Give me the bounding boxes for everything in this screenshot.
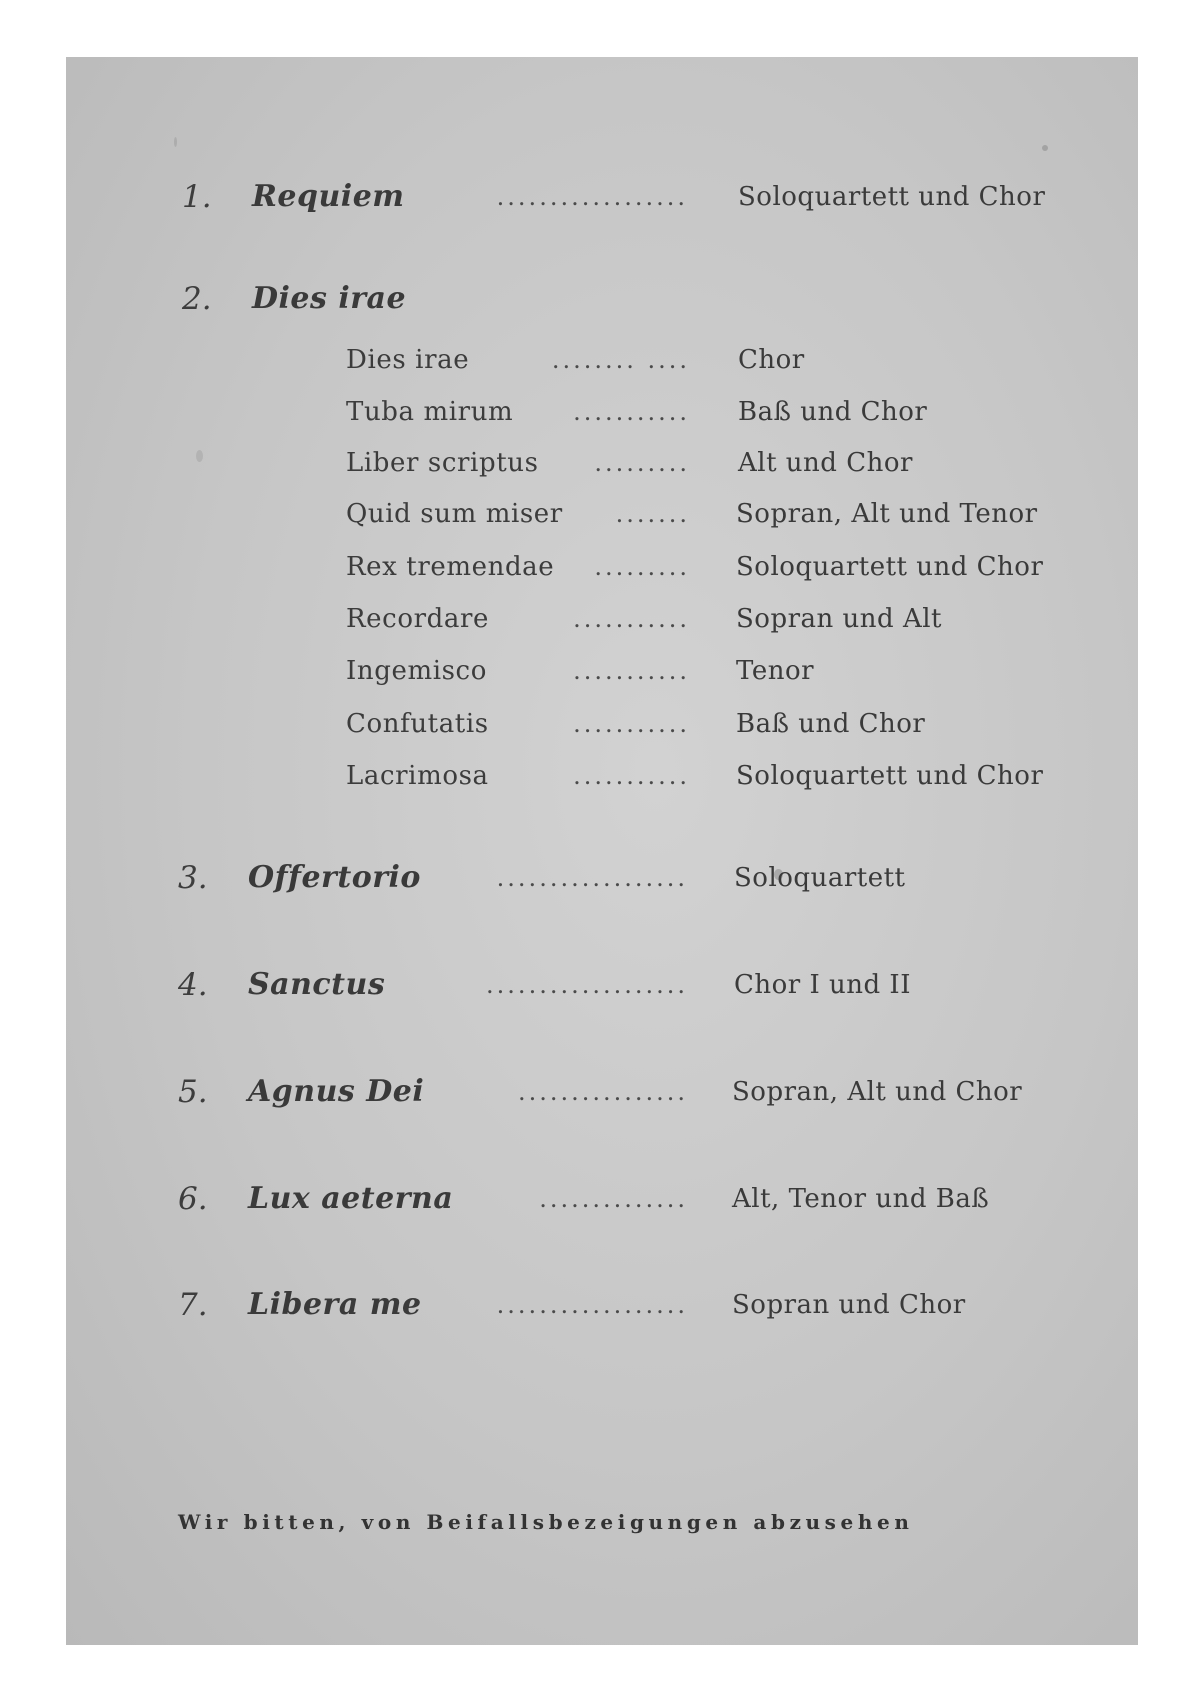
item-performers: Sopran und Chor — [732, 1290, 966, 1320]
item-title: Dies irae — [252, 281, 407, 316]
sub-item-quid-sum-miser — [66, 490, 1138, 538]
sub-item-title: Tuba mirum — [346, 397, 514, 427]
sub-item-performers: Chor — [738, 345, 805, 375]
item-title: Libera me — [248, 1287, 422, 1322]
sub-item-title: Liber scriptus — [346, 448, 539, 478]
leader-dots: ......... — [594, 553, 690, 581]
item-title: Sanctus — [248, 967, 386, 1002]
sub-item-recordare — [66, 595, 1138, 643]
item-number: 1. — [182, 179, 212, 215]
sub-item-performers: Soloquartett und Chor — [736, 761, 1044, 791]
sub-item-liber-scriptus — [66, 439, 1138, 487]
item-number: 4. — [178, 967, 208, 1003]
sub-item-title: Quid sum miser — [346, 499, 563, 529]
item-title: Agnus Dei — [248, 1074, 425, 1109]
sub-item-performers: Sopran, Alt und Tenor — [736, 499, 1038, 529]
item-number: 2. — [182, 281, 212, 317]
item-performers: Soloquartett und Chor — [738, 182, 1046, 212]
program-item-requiem — [66, 173, 1138, 221]
item-performers: Alt, Tenor und Baß — [732, 1184, 990, 1214]
program-item-agnus-dei — [66, 1068, 1138, 1116]
sub-item-performers: Soloquartett und Chor — [736, 552, 1044, 582]
leader-dots: ................... — [486, 971, 688, 999]
leader-dots: ........... — [573, 605, 690, 633]
sub-item-performers: Alt und Chor — [738, 448, 913, 478]
leader-dots: ........... — [573, 710, 690, 738]
item-title: Requiem — [252, 179, 405, 214]
item-performers: Soloquartett — [734, 863, 906, 893]
item-title: Offertorio — [248, 860, 421, 895]
sub-item-title: Confutatis — [346, 709, 489, 739]
paper-speck — [1042, 145, 1048, 151]
program-item-dies-irae — [66, 275, 1138, 323]
sub-item-tuba-mirum — [66, 388, 1138, 436]
paper-speck — [174, 137, 177, 147]
program-item-lux-aeterna — [66, 1175, 1138, 1223]
item-number: 5. — [178, 1074, 208, 1110]
sub-item-title: Lacrimosa — [346, 761, 489, 791]
program-item-sanctus — [66, 961, 1138, 1009]
leader-dots: .................. — [496, 183, 688, 211]
item-number: 3. — [178, 860, 208, 896]
leader-dots: ........ .... — [551, 346, 690, 374]
sub-item-dies-irae — [66, 336, 1138, 384]
sub-item-title: Rex tremendae — [346, 552, 555, 582]
sub-item-confutatis — [66, 700, 1138, 748]
item-title: Lux aeterna — [248, 1181, 454, 1216]
leader-dots: ....... — [615, 500, 690, 528]
leader-dots: ........... — [573, 398, 690, 426]
sub-item-title: Dies irae — [346, 345, 470, 375]
sub-item-title: Recordare — [346, 604, 489, 634]
leader-dots: ......... — [594, 449, 690, 477]
item-number: 7. — [178, 1287, 208, 1323]
sub-item-ingemisco — [66, 647, 1138, 695]
program-item-libera-me — [66, 1281, 1138, 1329]
program-item-offertorio — [66, 854, 1138, 902]
applause-note: Wir bitten, von Beifallsbezeigungen abzusehen — [178, 1510, 914, 1534]
leader-dots: ........... — [573, 762, 690, 790]
sub-item-rex-tremendae — [66, 543, 1138, 591]
sub-item-performers: Baß und Chor — [736, 709, 926, 739]
item-performers: Sopran, Alt und Chor — [732, 1077, 1023, 1107]
program-sheet — [66, 57, 1138, 1645]
leader-dots: .............. — [539, 1185, 688, 1213]
sub-item-performers: Sopran und Alt — [736, 604, 942, 634]
sub-item-performers: Tenor — [736, 656, 815, 686]
leader-dots: ................ — [517, 1078, 688, 1106]
sub-item-title: Ingemisco — [346, 656, 487, 686]
sub-item-lacrimosa — [66, 752, 1138, 800]
leader-dots: ........... — [573, 657, 690, 685]
item-performers: Chor I und II — [734, 970, 911, 1000]
item-number: 6. — [178, 1181, 208, 1217]
sub-item-performers: Baß und Chor — [738, 397, 928, 427]
leader-dots: .................. — [496, 1291, 688, 1319]
leader-dots: .................. — [496, 864, 688, 892]
